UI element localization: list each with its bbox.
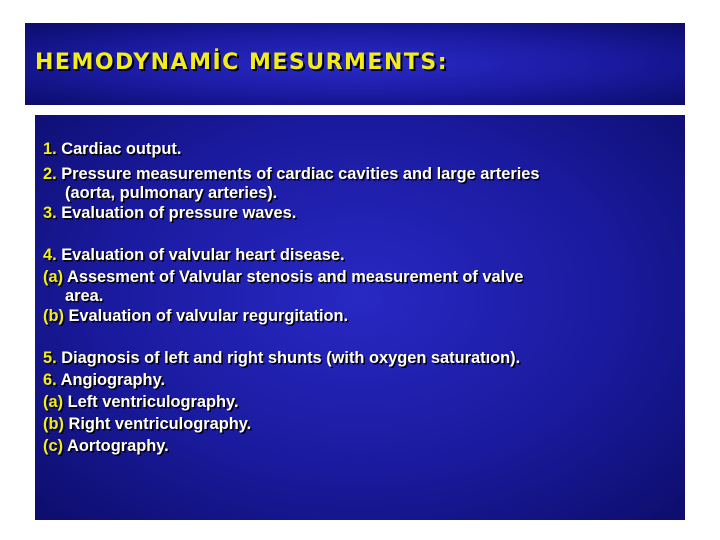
list-marker: (a) — [43, 268, 64, 286]
list-item — [43, 202, 685, 224]
list-item — [43, 413, 685, 435]
list-item — [43, 347, 685, 369]
list-marker: 6. — [43, 371, 57, 389]
title-banner — [25, 23, 685, 105]
list-item-text: Aortography. — [63, 437, 169, 455]
list-item-text: Cardiac output. — [56, 140, 182, 158]
list-item — [43, 163, 685, 185]
list-group-2 — [43, 244, 685, 327]
list-marker: (b) — [43, 307, 64, 325]
list-item-text: Assesment of Valvular stenosis and measurement of valve — [63, 268, 524, 286]
list-item — [43, 435, 685, 457]
list-item-text: area. — [65, 287, 104, 305]
list-item-text: Left ventriculography. — [63, 393, 239, 411]
list-item-continuation — [43, 288, 685, 305]
list-item — [43, 305, 685, 327]
slide-title: HEMODYNAMİC MESURMENTS: — [35, 50, 449, 75]
list-group-3 — [43, 347, 685, 457]
list-marker: 1. — [43, 140, 57, 158]
list-item — [43, 141, 685, 158]
list-item-text: (aorta, pulmonary arteries). — [65, 184, 278, 202]
list-marker: 3. — [43, 204, 57, 222]
list-item — [43, 369, 685, 391]
list-item-continuation — [43, 185, 685, 202]
list-marker: (c) — [43, 437, 64, 455]
list-item-text: Diagnosis of left and right shunts (with oxygen saturatıon). — [56, 349, 521, 367]
list-group-1 — [43, 141, 685, 224]
list-item — [43, 244, 685, 266]
list-item-text: Pressure measurements of cardiac cavities and large arteries — [56, 165, 540, 183]
list-item — [43, 391, 685, 413]
list-marker: 5. — [43, 349, 57, 367]
list-marker: (a) — [43, 393, 64, 411]
list-item — [43, 266, 685, 288]
content-panel — [35, 115, 685, 520]
list-item-text: Right ventriculography. — [63, 415, 252, 433]
list-item-text: Angiography. — [56, 371, 166, 389]
list-item-text: Evaluation of valvular regurgitation. — [63, 307, 349, 325]
list-item-text: Evaluation of valvular heart disease. — [56, 246, 345, 264]
list-item-text: Evaluation of pressure waves. — [56, 204, 297, 222]
list-marker: (b) — [43, 415, 64, 433]
list-marker: 2. — [43, 165, 57, 183]
list-marker: 4. — [43, 246, 57, 264]
